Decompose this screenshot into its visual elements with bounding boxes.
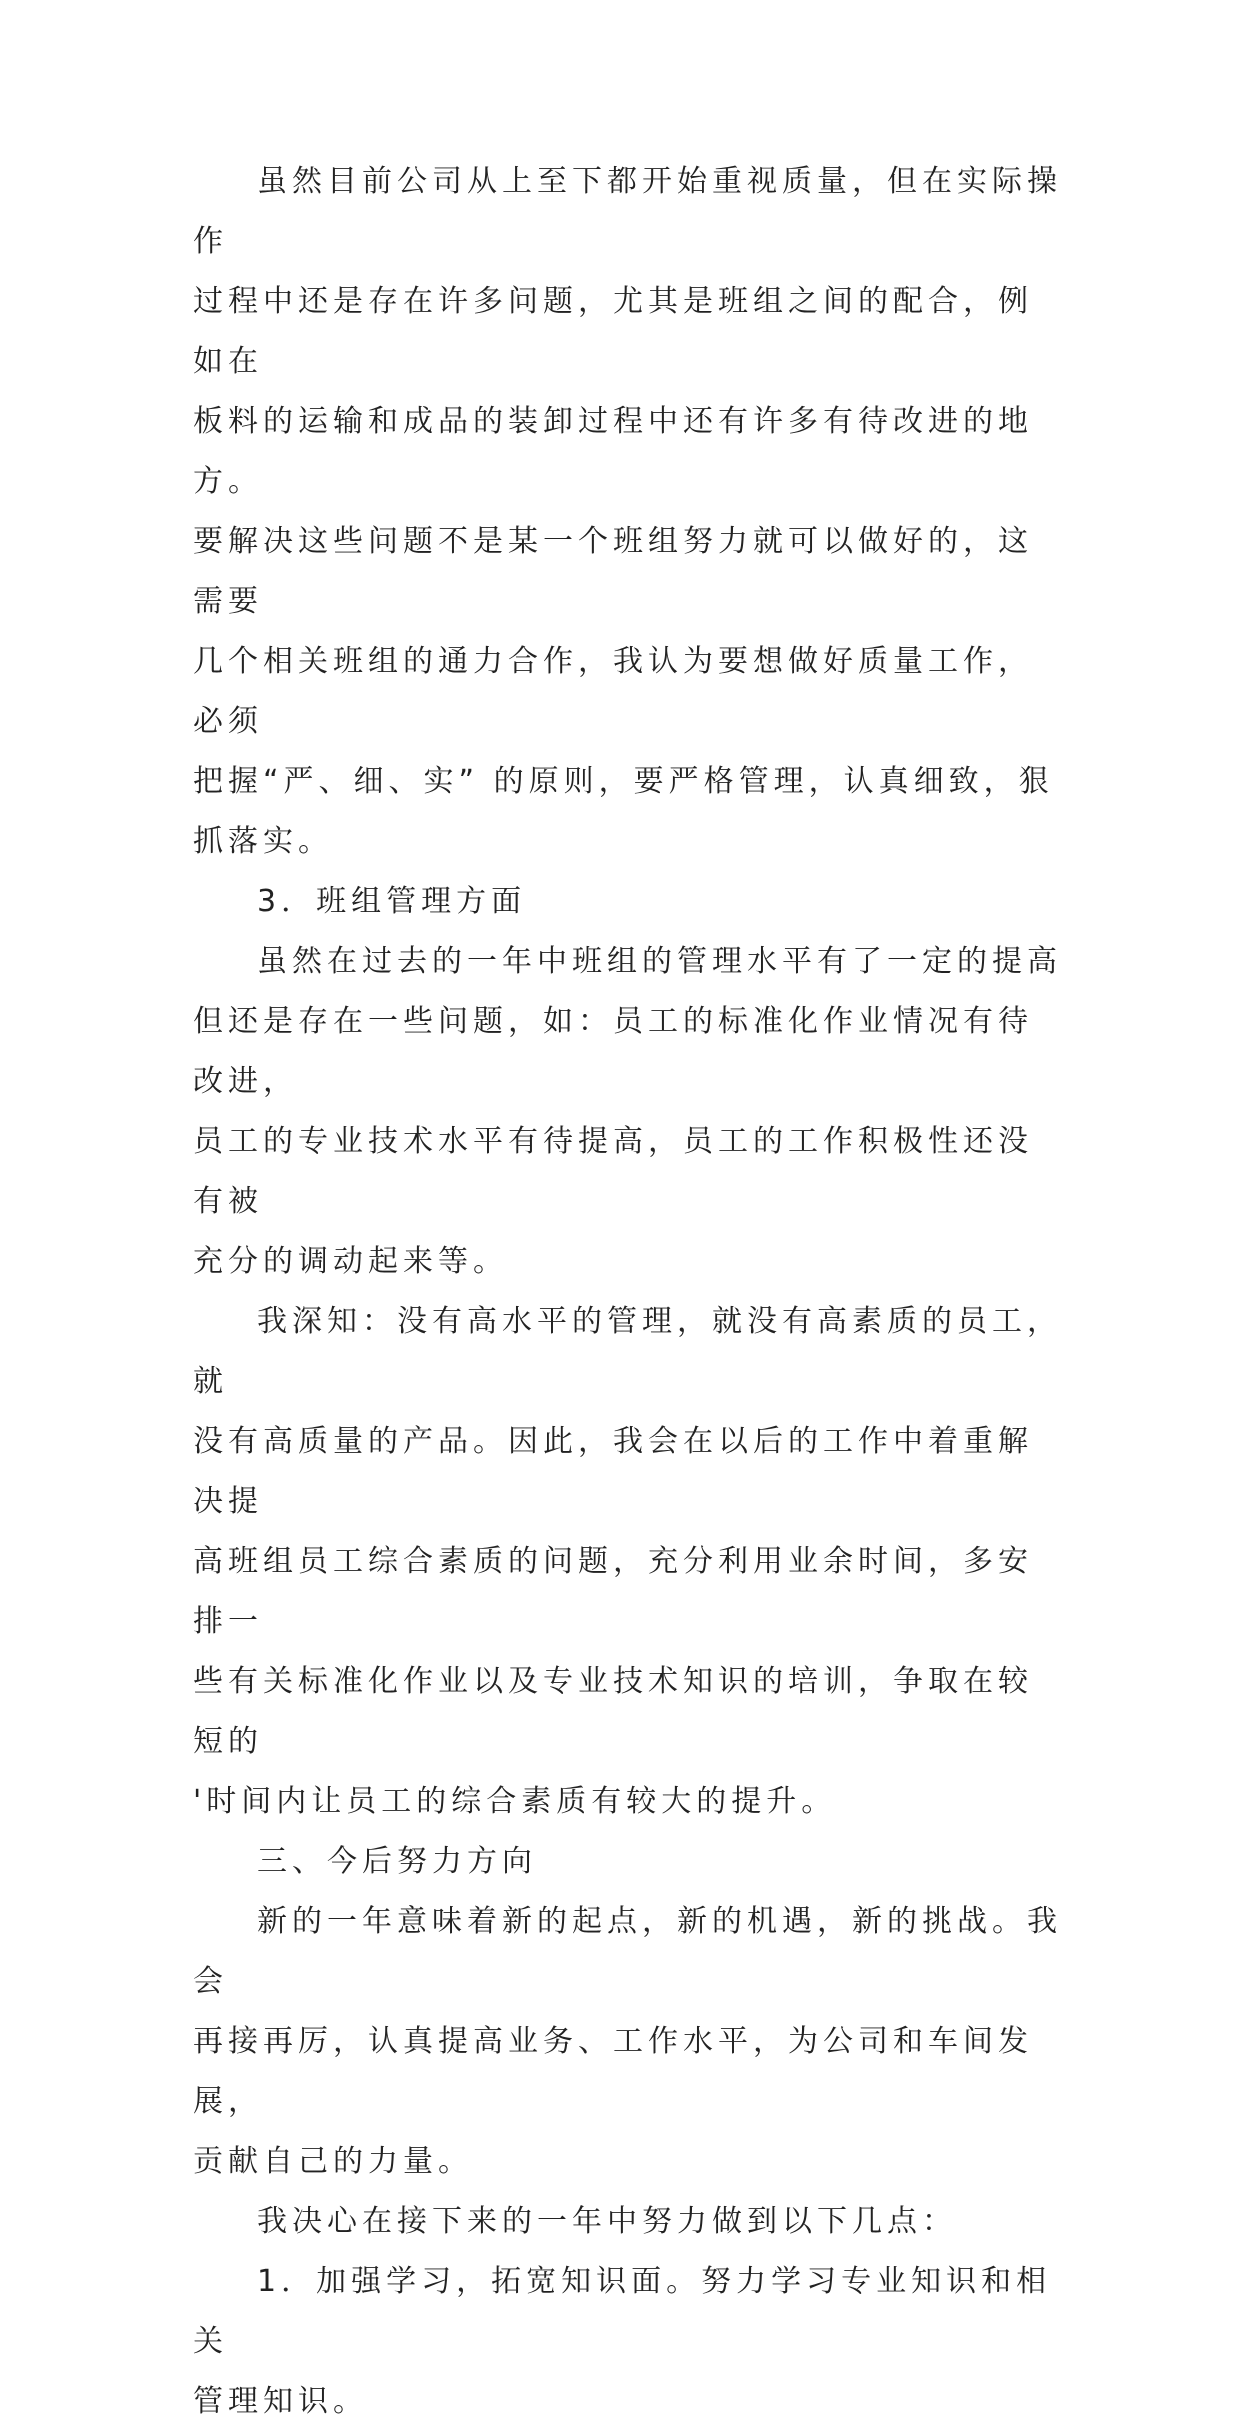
paragraph-management-insight: 我深知：没有高水平的管理，就没有高素质的员工，就 没有高质量的产品。因此，我会在以后的工作中着重解决提 高班组员工综合素质的问题，充分利用业余时间，多安排一 些有关标准化作业以及专业技术知识的培训，争取在较短的 '时间内让员工的综合素质有较大的提升。 [193, 1304, 1062, 1819]
document-page [193, 152, 1063, 2432]
paragraph-resolution: 我决心在接下来的一年中努力做到以下几点： [257, 2204, 957, 2239]
heading-future-direction: 三、今后努力方向 [257, 1844, 537, 1879]
paragraph-quality-issues: 虽然目前公司从上至下都开始重视质量，但在实际操作 过程中还是存在许多问题，尤其是班组之间的配合，例如在 板料的运输和成品的装卸过程中还有许多有待改进的地方。 要解决这些问题不是某一个班组努力就可以做好的，这需要 几个相关班组的通力合作，我认为要想做好质量工作，必须 把握“严、细、实” 的原则，要严格管理，认真细致，狠 抓落实。 [193, 164, 1062, 859]
paragraph-team-problems: 虽然在过去的一年中班组的管理水平有了一定的提高 但还是存在一些问题，如：员工的标准化作业情况有待改进， 员工的专业技术水平有待提高，员工的工作积极性还没有被 充分的调动起来等。 [193, 944, 1062, 1279]
heading-team-management: 3．班组管理方面 [257, 884, 527, 919]
paragraph-point-one: 1．加强学习，拓宽知识面。努力学习专业知识和相关 管理知识。 [193, 2264, 1052, 2419]
paragraph-new-year: 新的一年意味着新的起点，新的机遇，新的挑战。我会 再接再厉，认真提高业务、工作水平，为公司和车间发展， 贡献自己的力量。 [193, 1904, 1062, 2179]
